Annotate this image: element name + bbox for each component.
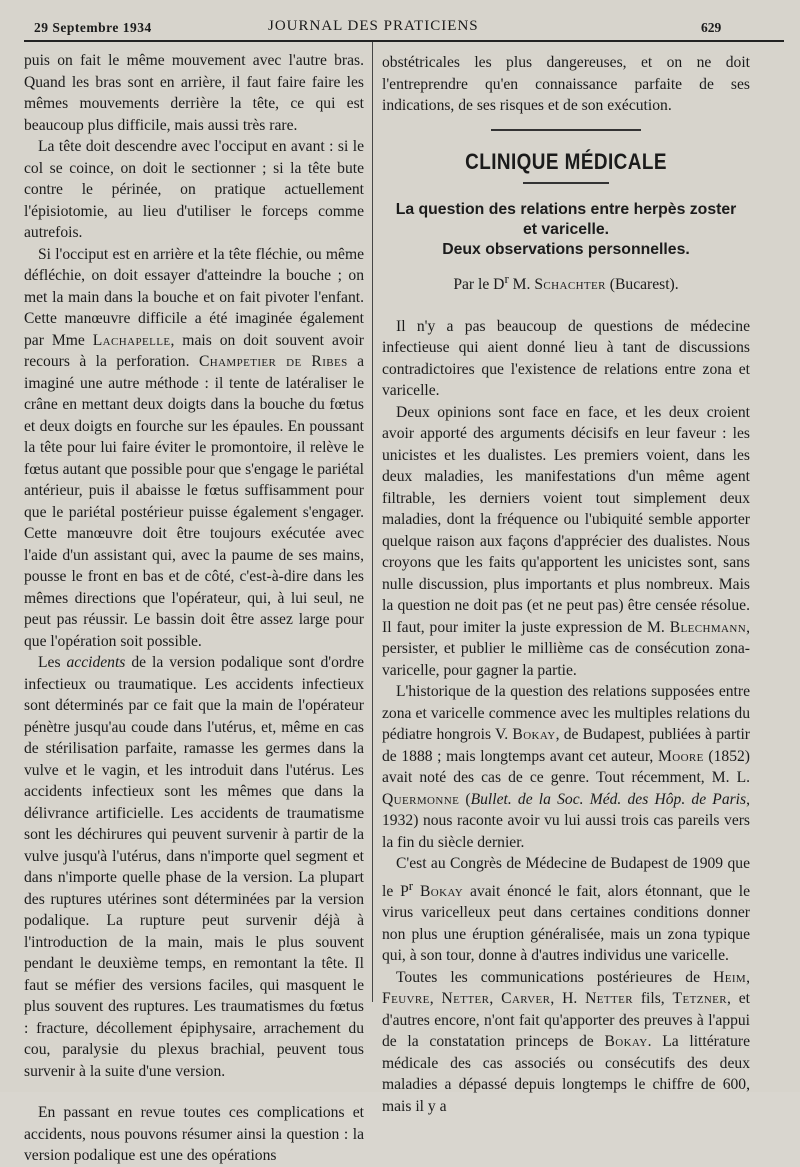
header-page-number: 629 [701,20,722,35]
text-run: L'historique de la question des relations supposées entre zona et varicelle commence avec les multiples relations du pédiatre hongrois V. [382,683,750,744]
emphasis: accidents [66,654,126,671]
paragraph [382,681,750,853]
author-name: Bokay [512,726,556,744]
text-run: C'est au Congrès de Médecine de Budapest de 1909 que le P [382,855,750,900]
text-run: , et d'autres encore, n'ont fait qu'apporter des preuves à l'appui de la constatation princeps de [382,990,751,1051]
author-name: Moore [657,747,704,765]
right-column [382,52,750,1117]
article-title [382,200,750,260]
page-header [34,16,734,42]
text-run: (1852) avait noté des cas de ce genre. Tout récemment, M. L. [382,747,750,787]
section-title: CLINIQUE MÉDICALE [465,148,667,174]
author-name: Blechmann [669,618,747,636]
author-name: Schachter [534,276,606,294]
text-run: Si l'occiput est en arrière et la tête fléchie, ou même défléchie, on doit essayer d'atteindre la bouche ; on met la main dans la bouche et on fait pivoter l'enfant. Cette manœuvre difficile a été imaginée également par Mme [24,245,364,349]
author-name: Netter [441,990,490,1008]
author-name: Heim [713,968,747,986]
text-run: Les [38,654,67,671]
paragraph: En passant en revue toutes ces complications et accidents, nous pouvons résumer ainsi la question : la version podalique est une des opérations [24,1104,364,1164]
paragraph [382,853,750,967]
author-name: Lachapelle [92,331,171,349]
header-journal-title: JOURNAL DES PRATICIENS [268,18,479,34]
superscript: r [504,271,509,286]
text-run: de la version podalique sont d'ordre infectieux ou traumatique. Les accidents infectieux sont déterminés par ce fait que la main de l'opérateur pénètre jusqu'au coude dans l'utérus, et, même en cas de stérilisation parfaite, ramasse les germes dans la vulve et le vagin, et les introduit dans l'utérus. Les accidents infectieux sont les mêmes que dans la délivrance artificielle. Les accidents de traumatisme sont les déchirures qui peuvent survenir à partir de la vulve jusqu'à l'utérus, dans n'importe quel segment et dans n'importe quelle phase de la version. La plupart des ruptures utérines sont déterminées par la version podalique. La rupture peut survenir déjà à l'introduction de la main, mais le plus souvent pendant le deuxième temps, en remontant la tête. Il faut se méfier des versions faciles, qui masquent le plus souvent des ruptures. Les traumatismes du fœtus : fracture, décollement épiphysaire, arrachement du cou, paralysie du plexus brachial, peuvent tous survenir à la suite d'une version. [24,654,364,1080]
text-run: , [746,968,750,986]
paragraph: Il n'y a pas beaucoup de questions de médecine infectieuse qui aient donné lieu à tant de discussions contradictoires que l'existence de relations entre zona et varicelle. [382,317,750,400]
text-run: fils, [633,990,673,1008]
header-rule [24,40,784,42]
text-run: , mais on doit souvent avoir recours à la perforation. [24,331,364,370]
text-run: , persister, et publier le millième cas de consécution zona-varicelle, pour gagner la partie. [382,618,750,679]
author-name: Carver [501,990,551,1008]
text-run: avait énoncé le fait, alors étonnant, que le virus varicelleux peut dans certaines conditions donner non plus une éruption généralisée, mais un zona typique qui, à son tour, donne à d'autres individus une varicelle. [382,882,750,965]
author-name: Bokay [419,882,464,900]
text-run: Deux opinions sont face en face, et les deux croient avoir apporté des arguments décisifs en leur faveur : les unicistes et les dualistes. Les premiers voient, dans les deux maladies, les manifestations d'un même agent filtrable, les derniers voient tout simplement deux maladies, dont la fréquence ou l'ubiquité semble apporter quelque raison aux façons d'apprécier des dualistes. Nous croyons que les faits qu'apportent les unicistes sont, sans nulle discussion, plus importants et plus nombreux. Mais la question ne doit pas (et ne peut pas) être censée résolue. Il faut, pour imiter la juste expression de M. [382,403,750,636]
author-name: Feuvre [382,990,430,1008]
paragraph [24,652,364,1082]
article-title-line: et varicelle. [522,221,610,238]
author-name: Tetzner [672,990,728,1008]
header-date: 29 Septembre 1934 [34,20,152,35]
paragraph [382,967,750,1118]
text-run: . La littérature médicale des cas associés ou consécutifs des deux maladies a dépassé depuis longtemps le chiffre de 600, mais il y a [382,1033,750,1115]
paragraph: La tête doit descendre avec l'occiput en avant : si le col se coince, on doit le sectionner ; si la tête bute contre le périnée, on pratique actuellement l'épisiotomie, au lieu d'utiliser le forceps comme autrefois. [24,138,364,241]
left-column [24,50,364,1167]
text-run: , 1932) nous raconte avoir vu lui aussi trois cas pareils vers la fin du siècle dernier. [382,790,750,851]
section-rule [523,182,609,184]
article-title-line: La question des relations entre herpès zoster [395,201,737,218]
text-run: Par le D [453,276,505,294]
paragraph [24,244,364,653]
author-name: Quermonne [382,790,460,808]
citation: Bullet. de la Soc. Méd. des Hôp. de Paris [470,790,747,808]
text-run: , [429,990,442,1008]
text-run: ( [459,790,471,808]
text-run: , [489,990,502,1008]
section-rule [491,129,641,131]
text-run [413,883,420,900]
paragraph: obstétricales les plus dangereuses, et on ne doit l'entreprendre qu'en connaissance parfaite de ses indications, de ses risques et de son exécution. [382,54,750,114]
text-run: , de Budapest, publiées à partir de 1888 ; mais longtemps avant cet auteur, [382,726,751,765]
text-run: a imaginé une autre méthode : il tente de latéraliser le crâne en mettant deux doigts dans la bouche du fœtus et deux doigts en fourche sur les épaules. En poussant la tête pour lui faire éviter le promontoire, il relève le fœtus autant que possible pour que s'engage le pariétal antérieur, puis il abaisse le fœtus suffisamment pour que le pariétal postérieur puisse également s'engager. Cette manœuvre doit être toujours exécutée avec l'aide d'un assistant qui, avec la paume de ses mains, pousse le front en bas et de côté, c'est-à-dire dans les mêmes directions que l'opérateur, qui, à lui seul, ne peut pas réussir. Le bassin doit être assez large pour que l'opération soit possible. [24,353,364,650]
superscript: r [408,877,414,893]
text-run: M. [508,276,535,294]
article-title-line: Deux observations personnelles. [442,241,690,258]
author-name: Champetier de Ribes [198,353,348,370]
paragraph [382,402,750,682]
author-name: Netter [585,990,633,1008]
text-run: Toutes les communications postérieures de [396,968,714,986]
text-run: (Bucarest). [605,276,679,294]
byline [382,268,750,296]
column-divider [372,42,373,1002]
paragraph: puis on fait le même mouvement avec l'autre bras. Quand les bras sont en arrière, il faut faire faire les mêmes mouvements derrière la tête, ce qui est beaucoup plus difficile, mais aussi très rare. [24,52,364,134]
author-name: Bokay [604,1033,648,1051]
text-run: , H. [550,990,586,1008]
